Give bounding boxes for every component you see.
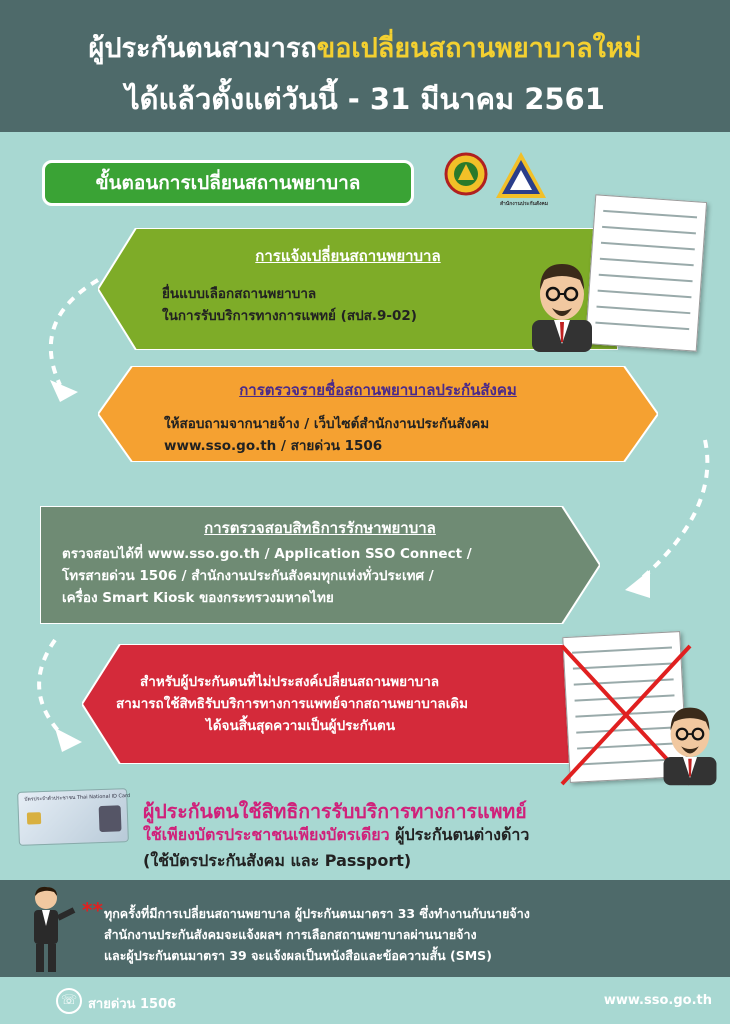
step2-text-line1: ให้สอบถามจากนายจ้าง / เว็บไซต์สำนักงานประกันสังคม xyxy=(164,416,490,432)
step4-text-line2: สามารถใช้สิทธิรับบริการทางการแพทย์จากสถานพยาบาลเดิม xyxy=(116,696,468,712)
id-card-header: บัตรประจำตัวประชาชน Thai National ID Card xyxy=(24,792,131,803)
note-marker: ** xyxy=(82,898,103,922)
step2-title: การตรวจรายชื่อสถานพยาบาลประกันสังคม xyxy=(239,381,517,399)
usage-line2-dark: ผู้ประกันตนต่างด้าว xyxy=(389,825,530,844)
header-title-line1 xyxy=(0,26,730,69)
step1-title: การแจ้งเปลี่ยนสถานพยาบาล xyxy=(255,247,441,265)
photo-icon xyxy=(99,805,122,832)
businessman-pointing-icon xyxy=(24,884,76,976)
note-text-line3: และผู้ประกันตนมาตรา 39 จะแจ้งผลเป็นหนังสือและข้อความสั้น (SMS) xyxy=(104,948,492,963)
ministry-seal-icon xyxy=(444,150,488,198)
header-title-part1: ผู้ประกันตนสามารถ xyxy=(88,33,317,64)
phone-icon: ☏ xyxy=(56,988,82,1014)
step3-text-line1: ตรวจสอบได้ที่ www.sso.go.th / Application SSO Connect / xyxy=(62,546,472,562)
step3-text-line2: โทรสายด่วน 1506 / สำนักงานประกันสังคมทุกแห่งทั่วประเทศ / xyxy=(62,568,434,584)
step3-text-line3: เครื่อง Smart Kiosk ของกระทรวงมหาดไทย xyxy=(62,590,334,606)
step2-banner xyxy=(98,366,658,462)
arrow-left-icon xyxy=(625,570,650,598)
sso-logo-caption: สำนักงานประกันสังคม xyxy=(499,201,549,207)
note-text-line1: ทุกครั้งที่มีการเปลี่ยนสถานพยาบาล ผู้ประกันตนมาตรา 33 ซึ่งทำงานกับนายจ้าง xyxy=(104,906,530,921)
sso-logo-icon xyxy=(494,150,548,202)
step3-title: การตรวจสอบสิทธิการรักษาพยาบาล xyxy=(204,519,436,537)
usage-line1: ผู้ประกันตนใช้สิทธิการรับบริการทางการแพทย์ xyxy=(143,800,527,823)
header-title-highlight: ขอเปลี่ยนสถานพยาบาลใหม่ xyxy=(316,33,642,64)
arrow-right-icon xyxy=(55,728,82,752)
chip-icon xyxy=(27,812,41,824)
header-title-line2: ได้แล้วตั้งแต่วันนี้ - 31 มีนาคม 2561 xyxy=(125,82,605,116)
website-text: www.sso.go.th xyxy=(603,993,712,1008)
usage-line2-pink: ใช้เพียงบัตรประชาชนเพียงบัตรเดียว xyxy=(143,825,390,844)
id-card-image xyxy=(17,788,129,846)
note-text-line2: สำนักงานประกันสังคมจะแจ้งผลฯ การเลือกสถานพยาบาลผ่านนายจ้าง xyxy=(104,927,477,942)
steps-title-pill: ขั้นตอนการเปลี่ยนสถานพยาบาล xyxy=(42,160,414,206)
usage-line2 xyxy=(143,823,529,848)
hotline-text: สายด่วน 1506 xyxy=(88,997,177,1012)
step4-text-line3: ได้จนสิ้นสุดความเป็นผู้ประกันตน xyxy=(206,718,396,734)
usage-line3: (ใช้บัตรประกันสังคม และ Passport) xyxy=(143,851,412,870)
step1-text-line2: ในการรับบริการทางการแพทย์ (สปส.9-02) xyxy=(162,308,417,324)
step4-banner xyxy=(82,644,622,764)
form-document-image xyxy=(585,194,707,351)
step1-text-line1: ยื่นแบบเลือกสถานพยาบาล xyxy=(162,286,317,302)
step4-text-line1: สำหรับผู้ประกันตนที่ไม่ประสงค์เปลี่ยนสถานพยาบาล xyxy=(140,674,440,690)
man-with-glasses-icon xyxy=(528,254,596,352)
man-with-glasses-icon xyxy=(660,694,720,790)
arrow-right-icon xyxy=(50,380,78,402)
step3-banner xyxy=(40,506,600,624)
step2-text-line2: www.sso.go.th / สายด่วน 1506 xyxy=(164,438,383,454)
